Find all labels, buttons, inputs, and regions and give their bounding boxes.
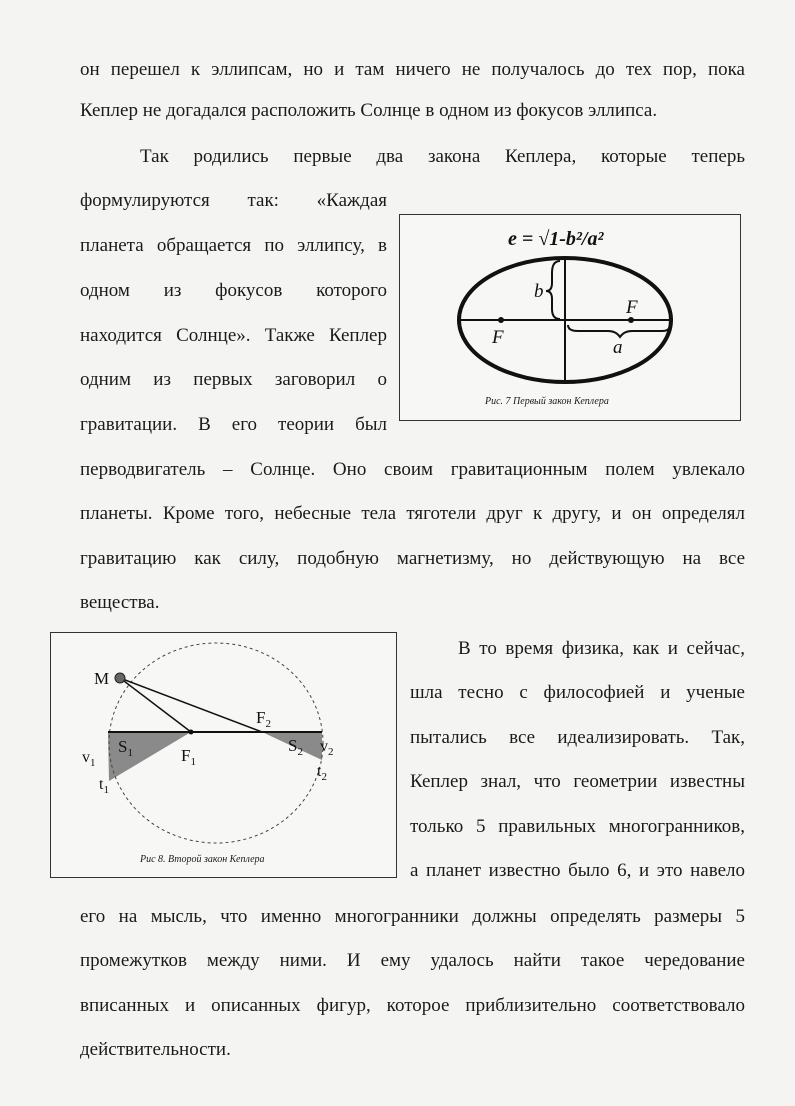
text-line: Кеплер не догадался расположить Солнце в одном из фокусов эллипса. <box>80 100 658 121</box>
figure-8-caption: Рис 8. Второй закон Кеплера <box>140 854 265 865</box>
text-line: гравитации. В его теории был <box>80 414 387 435</box>
planet-dot <box>115 673 125 683</box>
figure-7 <box>399 214 741 421</box>
text-line: одним из первых заговорил о <box>80 369 387 390</box>
label-f-right: F <box>626 297 638 318</box>
figure-7-diagram <box>400 215 740 420</box>
label-a: a <box>613 337 623 358</box>
text-line: находится Солнце». Также Кеплер <box>80 325 387 346</box>
text-line: вписанных и описанных фигур, которое приблизительно соответствовало <box>80 995 745 1016</box>
text-line: он перешел к эллипсам, но и там ничего не получалось до тех пор, пока <box>80 59 745 80</box>
text-line: гравитацию как силу, подобную магнетизму, но действующую на все <box>80 548 745 569</box>
text-line: перводвигатель – Солнце. Оно своим гравитационным полем увлекало <box>80 459 745 480</box>
text-line: Кеплер знал, что геометрии известны <box>410 771 745 792</box>
a-brace <box>568 325 670 337</box>
figure-8-diagram <box>51 633 396 877</box>
label-f-left: F <box>492 327 504 348</box>
formula-text: e = √1-b²/a² <box>508 228 604 250</box>
label-t1: $t_1$ <box>99 776 109 796</box>
label-m: M <box>94 669 110 688</box>
text-line: шла тесно с философией и ученые <box>410 682 745 703</box>
focus-f1-dot <box>189 730 194 735</box>
text-line: промежутков между ними. И ему удалось найти такое чередование <box>80 950 745 971</box>
text-line: В то время физика, как и сейчас, <box>458 638 745 659</box>
label-b: b <box>534 281 544 302</box>
radius-line-f1 <box>120 678 191 732</box>
text-line: а планет известно было 6, и это навело <box>410 860 745 881</box>
text-line: его на мысль, что именно многогранники должны определять размеры 5 <box>80 906 745 927</box>
label-t2: $t_2$ <box>317 763 327 783</box>
label-f1: $F_1$ <box>181 746 196 768</box>
figure-8 <box>50 632 397 878</box>
focus-left-dot <box>498 317 504 323</box>
label-v2: $v_2$ <box>320 738 334 758</box>
text-line: действительности. <box>80 1039 231 1060</box>
label-f2: $F_2$ <box>256 708 271 730</box>
text-line: планеты. Кроме того, небесные тела тяготели друг к другу, и он определял <box>80 503 745 524</box>
text-line: планета обращается по эллипсу, в <box>80 235 387 256</box>
figure-7-caption: Рис. 7 Первый закон Кеплера <box>485 396 609 407</box>
text-line: пытались все идеализировать. Так, <box>410 727 745 748</box>
text-line: Так родились первые два закона Кеплера, которые теперь <box>140 146 745 167</box>
text-line: формулируются так: «Каждая <box>80 190 387 211</box>
label-v1: $v_1$ <box>82 749 96 769</box>
label-s2: $S_2$ <box>288 736 303 758</box>
text-line: одном из фокусов которого <box>80 280 387 301</box>
text-line: вещества. <box>80 592 160 613</box>
label-s1: $S_1$ <box>118 737 133 759</box>
radius-line-f2 <box>120 678 262 732</box>
b-brace <box>546 261 560 319</box>
text-line: только 5 правильных многогранников, <box>410 816 745 837</box>
